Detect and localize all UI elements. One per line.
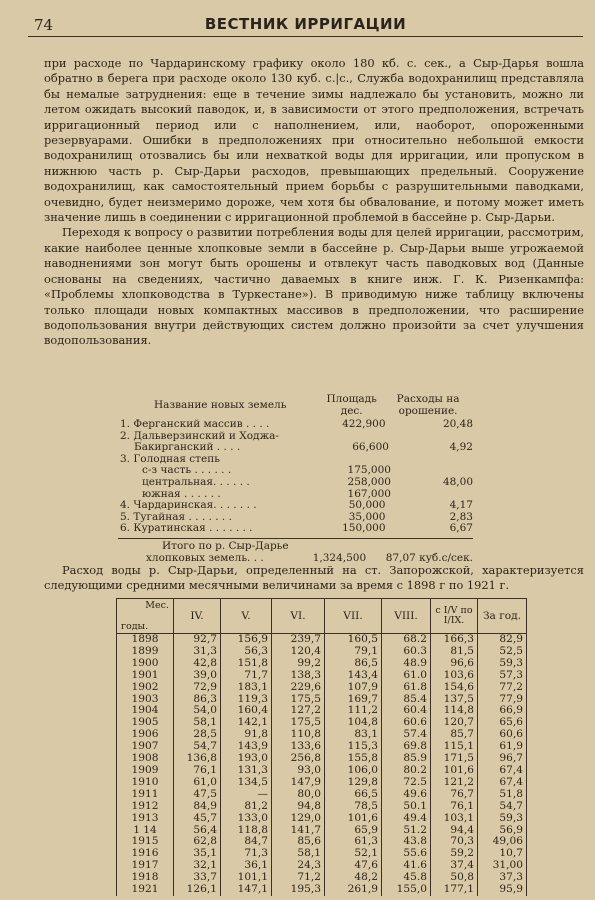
may-sept-cell: 120,7 — [431, 717, 478, 729]
land-flow-cell — [386, 454, 474, 466]
july-cell: 155,8 — [325, 753, 382, 765]
june-cell: 71,2 — [272, 872, 325, 884]
annual-cell: 67,4 — [478, 777, 527, 789]
august-cell: 60.4 — [382, 705, 431, 717]
year-cell: 1918 — [117, 872, 174, 884]
header-june: VI. — [272, 599, 325, 634]
land-total-label-2: хлопковых земель. . . — [146, 552, 264, 564]
year-cell: 1904 — [117, 705, 174, 717]
july-cell: 129,8 — [325, 777, 382, 789]
land-table-row — [118, 454, 473, 466]
may-cell: 118,8 — [221, 825, 272, 837]
land-table-row — [118, 500, 473, 512]
may-sept-cell: 76,1 — [431, 801, 478, 813]
july-cell: 47,6 — [325, 860, 382, 872]
may-cell: 81,2 — [221, 801, 272, 813]
may-cell: 84,7 — [221, 836, 272, 848]
land-name-header: Название новых земель — [154, 399, 287, 411]
year-cell: 1905 — [117, 717, 174, 729]
june-cell: 229,6 — [272, 682, 325, 694]
may-sept-cell: 96,6 — [431, 658, 478, 670]
july-cell: 48,2 — [325, 872, 382, 884]
april-cell: 45,7 — [174, 813, 221, 825]
land-name-cell: 1. Ферганский массив . . . . — [120, 419, 270, 430]
year-cell: 1910 — [117, 777, 174, 789]
april-cell: 136,8 — [174, 753, 221, 765]
paragraph-discharge-intro: Расход воды р. Сыр-Дарьи, определенный на ст. Запорожской, характеризуется следующими средними месячными величинами за время с 1898 г по 1921 г. — [44, 563, 584, 593]
may-cell: 151,8 — [221, 658, 272, 670]
discharge-row — [117, 884, 527, 896]
land-area-cell: 66,600 — [352, 441, 389, 454]
may-cell: 160,4 — [221, 705, 272, 717]
cotton-lands-table — [118, 394, 473, 564]
annual-cell: 77,2 — [478, 682, 527, 694]
land-name-cell: 2. Дальверзинский и Ходжа- — [120, 430, 279, 442]
april-cell: 92,7 — [174, 634, 221, 646]
august-cell: 43.8 — [382, 836, 431, 848]
may-cell: 71,3 — [221, 848, 272, 860]
year-cell: 1906 — [117, 729, 174, 741]
annual-cell: 31,00 — [478, 860, 527, 872]
year-cell: 1908 — [117, 753, 174, 765]
april-cell: 28,5 — [174, 729, 221, 741]
year-cell: 1907 — [117, 741, 174, 753]
land-table-row — [118, 442, 473, 454]
april-cell: 58,1 — [174, 717, 221, 729]
july-cell: 78,5 — [325, 801, 382, 813]
june-cell: 58,1 — [272, 848, 325, 860]
annual-cell: 10,7 — [478, 848, 527, 860]
may-cell: 134,5 — [221, 777, 272, 789]
august-cell: 72.5 — [382, 777, 431, 789]
year-cell: 1915 — [117, 836, 174, 848]
may-cell: 147,1 — [221, 884, 272, 896]
annual-cell: 52,5 — [478, 646, 527, 658]
page-header — [28, 14, 583, 37]
may-sept-cell: 171,5 — [431, 753, 478, 765]
april-cell: 32,1 — [174, 860, 221, 872]
land-area-cell: 422,900 — [342, 418, 386, 430]
june-cell: 138,3 — [272, 670, 325, 682]
july-cell: 160,5 — [325, 634, 382, 646]
annual-cell: 67,4 — [478, 765, 527, 777]
april-cell: 62,8 — [174, 836, 221, 848]
discharge-row — [117, 789, 527, 801]
may-cell: 156,9 — [221, 634, 272, 646]
land-name-cell: 4. Чардаринская. . . . . . . — [120, 500, 257, 512]
may-cell: 71,7 — [221, 670, 272, 682]
june-cell: 93,0 — [272, 765, 325, 777]
july-cell: 143,4 — [325, 670, 382, 682]
land-area-cell: 258,000 — [347, 475, 391, 488]
may-sept-cell: 103,6 — [431, 670, 478, 682]
july-cell: 61,3 — [325, 836, 382, 848]
land-area-cell: 50,000 — [348, 499, 386, 512]
july-cell: 86,5 — [325, 658, 382, 670]
june-cell: 195,3 — [272, 884, 325, 896]
may-sept-cell: 76,7 — [431, 789, 478, 801]
annual-cell: 82,9 — [478, 634, 527, 646]
running-title: ВЕСТНИК ИРРИГАЦИИ — [204, 15, 407, 33]
land-name-cell: центральная. . . . . . — [142, 476, 250, 488]
may-sept-cell: 103,1 — [431, 813, 478, 825]
may-sept-cell: 154,6 — [431, 682, 478, 694]
august-cell: 49.4 — [382, 813, 431, 825]
land-flow-cell: 20,48 — [442, 418, 473, 430]
july-cell: 169,7 — [325, 694, 382, 706]
july-cell: 65,9 — [325, 825, 382, 837]
annual-cell: 37,3 — [478, 872, 527, 884]
june-cell: 127,2 — [272, 705, 325, 717]
annual-cell: 60,6 — [478, 729, 527, 741]
discharge-row — [117, 777, 527, 789]
article-body — [44, 56, 584, 349]
may-sept-cell: 121,2 — [431, 777, 478, 789]
august-cell: 55.6 — [382, 848, 431, 860]
may-cell: 36,1 — [221, 860, 272, 872]
may-sept-cell: 101,6 — [431, 765, 478, 777]
annual-cell: 59,3 — [478, 658, 527, 670]
april-cell: 126,1 — [174, 884, 221, 896]
year-cell: 1900 — [117, 658, 174, 670]
june-cell: 80,0 — [272, 789, 325, 801]
land-table-row — [118, 477, 473, 489]
may-cell: 119,3 — [221, 694, 272, 706]
land-name-cell: 6. Куратинская . . . . . . . — [120, 523, 253, 535]
may-cell: 133,0 — [221, 813, 272, 825]
header-may-to-sept: с I/V по I/IX. — [431, 599, 478, 634]
may-sept-cell: 166,3 — [431, 634, 478, 646]
annual-cell: 59,3 — [478, 813, 527, 825]
august-cell: 155,0 — [382, 884, 431, 896]
april-cell: 72,9 — [174, 682, 221, 694]
discharge-row — [117, 670, 527, 682]
august-cell: 80.2 — [382, 765, 431, 777]
may-cell: 91,8 — [221, 729, 272, 741]
april-cell: 84,9 — [174, 801, 221, 813]
land-area-cell: 167,000 — [347, 487, 391, 500]
june-cell: 133,6 — [272, 741, 325, 753]
discharge-row — [117, 813, 527, 825]
april-cell: 76,1 — [174, 765, 221, 777]
year-cell: 1909 — [117, 765, 174, 777]
paragraph-flood-reservoirs: при расходе по Чардаринскому графику около 180 кб. с. сек., а Сыр-Дарья вошла обратно в берега при расходе около 130 куб. с.|с., Служба водохранилищ представляла бы немалые затруднения: еще в течение зимы надлежало бы установить, можно ли летом ожидать высокий паводок, и, в зависимости от этого предположения, встречать ирригационный период или с наполнением, или, наоборот, опороженными резервуарами. Ошибки в предположениях при относительно небольшой емкости водохранилищ отозвались бы или нехваткой воды для ирригации, или пропуском в нижнюю часть р. Сыр-Дарьи расходов, превышающих предельный. Сооружение водохранилищ, как самостоятельный прием борьбы с разрушительными паводками, очевидно, будет неизмеримо дороже, чем хотя бы обвалование, и потому может иметь значение лишь в соединении с ирригационной проблемой в бассейне р. Сыр-Дарьи. — [44, 56, 584, 225]
land-name-cell: южная . . . . . . — [142, 488, 221, 500]
august-cell: 51.2 — [382, 825, 431, 837]
year-cell: 1913 — [117, 813, 174, 825]
land-total-row-1 — [118, 541, 473, 553]
year-cell: 1921 — [117, 884, 174, 896]
land-flow-cell: 6,67 — [449, 522, 473, 535]
april-cell: 42,8 — [174, 658, 221, 670]
annual-cell: 61,9 — [478, 741, 527, 753]
august-cell: 48.9 — [382, 658, 431, 670]
land-area-cell: 35,000 — [348, 510, 386, 523]
discharge-row — [117, 682, 527, 694]
july-cell: 106,0 — [325, 765, 382, 777]
land-name-cell: с-з часть . . . . . . — [142, 465, 232, 477]
july-cell: 83,1 — [325, 729, 382, 741]
land-flow-cell: 4,92 — [449, 441, 473, 454]
discharge-table-header — [117, 599, 527, 634]
june-cell: 175,5 — [272, 694, 325, 706]
header-may: V. — [221, 599, 272, 634]
land-area-header: Площадь дес. — [326, 393, 377, 417]
header-year: За год. — [478, 599, 527, 634]
land-table-row — [118, 465, 473, 477]
may-cell: — — [221, 789, 272, 801]
land-table-row — [118, 431, 473, 443]
august-cell: 49.6 — [382, 789, 431, 801]
august-cell: 85.4 — [382, 694, 431, 706]
april-cell: 47,5 — [174, 789, 221, 801]
annual-cell: 66,9 — [478, 705, 527, 717]
annual-cell: 96,7 — [478, 753, 527, 765]
june-cell: 110,8 — [272, 729, 325, 741]
land-table-body — [118, 419, 473, 535]
may-sept-cell: 115,1 — [431, 741, 478, 753]
land-total-label-1: Итого по р. Сыр-Дарье — [162, 540, 289, 552]
corner-month-label: Мес. — [145, 600, 169, 611]
june-cell: 94,8 — [272, 801, 325, 813]
april-cell: 39,0 — [174, 670, 221, 682]
july-cell: 52,1 — [325, 848, 382, 860]
august-cell: 61.0 — [382, 670, 431, 682]
july-cell: 115,3 — [325, 741, 382, 753]
june-cell: 120,4 — [272, 646, 325, 658]
may-sept-cell: 177,1 — [431, 884, 478, 896]
year-cell: 1911 — [117, 789, 174, 801]
land-name-cell: 5. Тугайная . . . . . . . — [120, 511, 232, 523]
july-cell: 107,9 — [325, 682, 382, 694]
land-table-header — [118, 394, 473, 417]
land-flow-cell: 48,00 — [442, 475, 473, 488]
august-cell: 41.6 — [382, 860, 431, 872]
august-cell: 85.9 — [382, 753, 431, 765]
paragraph-cotton-lands: Переходя к вопросу о развитии потребления воды для целей ирригации, рассмотрим, какие наиболее ценные хлопковые земли в бассейне р. Сыр-Дарьи выше угрожаемой наводнениями зон могут быть орошены и отвлекут часть паводковых вод (Данные основаны на сведениях, частично даваемых в книге инж. Г. К. Ризенкампфа: «Проблемы хлопководства в Туркестане»). В приводимую ниже таблицу включены только площади новых компактных массивов в предположении, что расширение водопользования внутри действующих систем должно произойти за счет улучшения водопользования. — [44, 225, 584, 348]
may-cell: 56,3 — [221, 646, 272, 658]
year-cell: 1916 — [117, 848, 174, 860]
august-cell: 60.6 — [382, 717, 431, 729]
may-cell: 142,1 — [221, 717, 272, 729]
april-cell: 86,3 — [174, 694, 221, 706]
year-cell: 1912 — [117, 801, 174, 813]
june-cell: 239,7 — [272, 634, 325, 646]
land-table-row — [118, 419, 473, 431]
august-cell: 45.8 — [382, 872, 431, 884]
june-cell: 141,7 — [272, 825, 325, 837]
april-cell: 54,0 — [174, 705, 221, 717]
land-name-cell: 3. Голодная степь — [120, 453, 220, 465]
june-cell: 99,2 — [272, 658, 325, 670]
annual-cell: 56,9 — [478, 825, 527, 837]
discharge-row — [117, 658, 527, 670]
year-cell: 1902 — [117, 682, 174, 694]
discharge-row — [117, 801, 527, 813]
may-sept-cell: 70,3 — [431, 836, 478, 848]
land-flow-header: Расходы на орошение. — [396, 393, 460, 417]
july-cell: 104,8 — [325, 717, 382, 729]
july-cell: 66,5 — [325, 789, 382, 801]
april-cell: 33,7 — [174, 872, 221, 884]
header-april: IV. — [174, 599, 221, 634]
land-table-row — [118, 512, 473, 524]
may-cell: 131,3 — [221, 765, 272, 777]
may-cell: 101,1 — [221, 872, 272, 884]
august-cell: 57.4 — [382, 729, 431, 741]
annual-cell: 65,6 — [478, 717, 527, 729]
year-cell: 1901 — [117, 670, 174, 682]
land-table-total — [118, 538, 473, 564]
annual-cell: 54,7 — [478, 801, 527, 813]
april-cell: 61,0 — [174, 777, 221, 789]
land-flow-cell: 2,83 — [449, 510, 473, 523]
august-cell: 68.2 — [382, 634, 431, 646]
may-cell: 183,1 — [221, 682, 272, 694]
year-cell: 1898 — [117, 634, 174, 646]
august-cell: 50.1 — [382, 801, 431, 813]
page-number: 74 — [34, 16, 54, 34]
land-area-cell: 150,000 — [342, 522, 386, 535]
june-cell: 129,0 — [272, 813, 325, 825]
annual-cell: 77,9 — [478, 694, 527, 706]
july-cell: 79,1 — [325, 646, 382, 658]
discharge-table-body — [117, 634, 527, 896]
june-cell: 147,9 — [272, 777, 325, 789]
land-flow-cell: 4,17 — [449, 499, 473, 512]
april-cell: 56,4 — [174, 825, 221, 837]
year-cell: 1917 — [117, 860, 174, 872]
june-cell: 85,6 — [272, 836, 325, 848]
august-cell: 60.3 — [382, 646, 431, 658]
may-sept-cell: 37,4 — [431, 860, 478, 872]
july-cell: 111,2 — [325, 705, 382, 717]
annual-cell: 95,9 — [478, 884, 527, 896]
header-august: VIII. — [382, 599, 431, 634]
april-cell: 31,3 — [174, 646, 221, 658]
july-cell: 101,6 — [325, 813, 382, 825]
annual-cell: 51,8 — [478, 789, 527, 801]
article-body-continued — [44, 563, 584, 594]
annual-cell: 57,3 — [478, 670, 527, 682]
june-cell: 24,3 — [272, 860, 325, 872]
may-cell: 193,0 — [221, 753, 272, 765]
may-sept-cell: 114,8 — [431, 705, 478, 717]
august-cell: 61.8 — [382, 682, 431, 694]
may-sept-cell: 81,5 — [431, 646, 478, 658]
april-cell: 35,1 — [174, 848, 221, 860]
land-total-flow: 87,07 куб.с/сек. — [385, 551, 473, 564]
june-cell: 175,5 — [272, 717, 325, 729]
land-name-cell: Бакирганский . . . . — [134, 442, 241, 454]
land-table-row — [118, 489, 473, 501]
year-cell: 1903 — [117, 694, 174, 706]
land-total-area: 1,324,500 — [312, 551, 367, 564]
may-sept-cell: 50,8 — [431, 872, 478, 884]
year-cell: 1899 — [117, 646, 174, 658]
april-cell: 54,7 — [174, 741, 221, 753]
land-area-cell: 175,000 — [347, 464, 391, 477]
header-july: VII. — [325, 599, 382, 634]
june-cell: 256,8 — [272, 753, 325, 765]
may-sept-cell: 59,2 — [431, 848, 478, 860]
august-cell: 69.8 — [382, 741, 431, 753]
may-sept-cell: 94,4 — [431, 825, 478, 837]
annual-cell: 49,06 — [478, 836, 527, 848]
may-sept-cell: 137,5 — [431, 694, 478, 706]
year-cell: 1 14 — [117, 825, 174, 837]
may-cell: 143,9 — [221, 741, 272, 753]
land-table-row — [118, 523, 473, 535]
july-cell: 261,9 — [325, 884, 382, 896]
monthly-discharge-table — [116, 598, 527, 896]
corner-header — [117, 599, 174, 634]
may-sept-cell: 85,7 — [431, 729, 478, 741]
corner-year-label: годы. — [121, 621, 149, 632]
